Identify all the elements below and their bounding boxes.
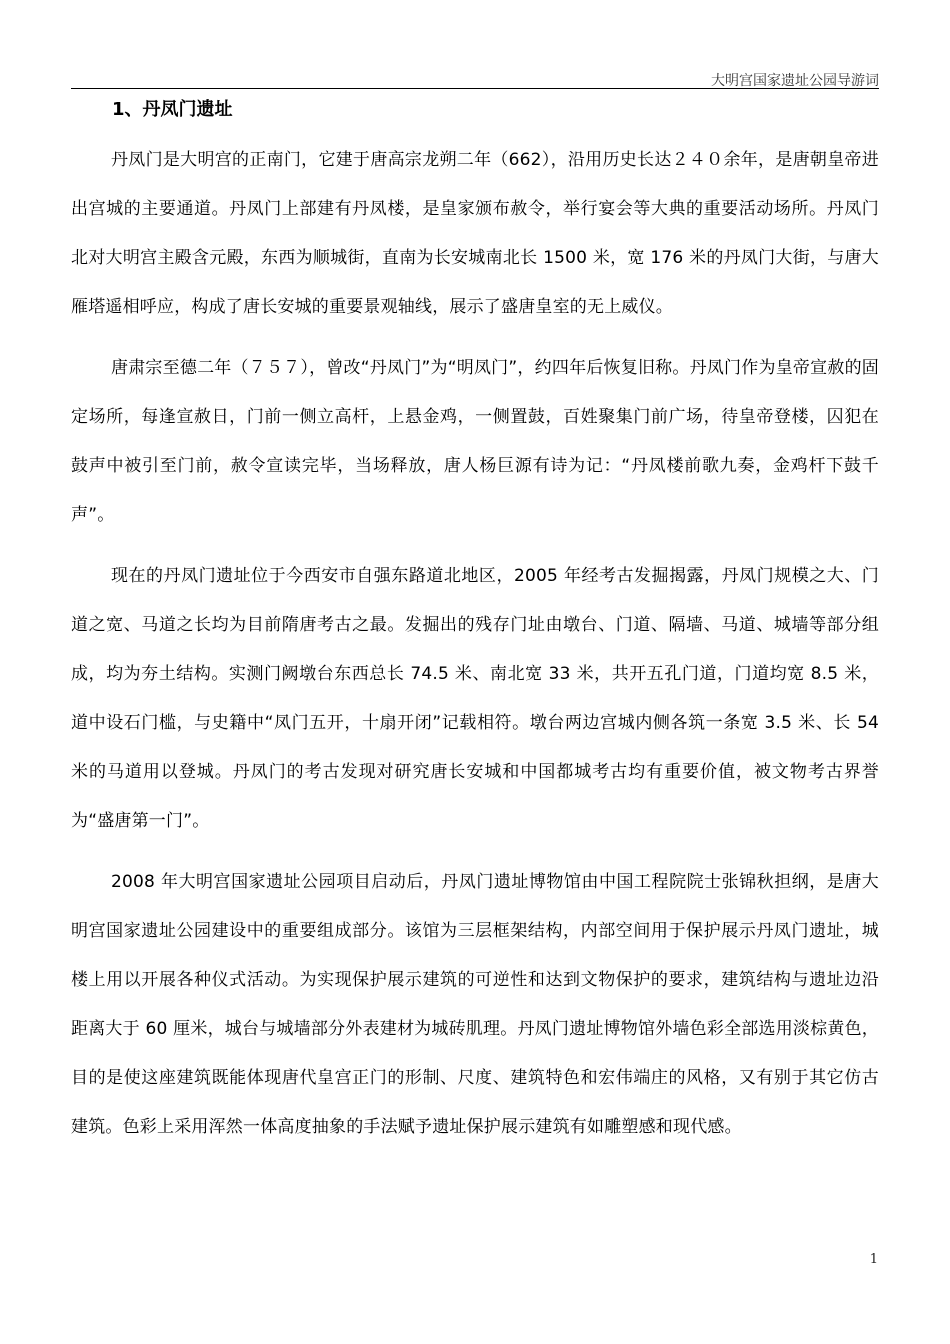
paragraph-2: 唐肃宗至德二年（７５７），曾改“丹凤门”为“明凤门”，约四年后恢复旧称。丹凤门作为皇帝宣赦的固定场所，每逢宣赦日，门前一侧立高杆，上悬金鸡，一侧置鼓，百姓聚集门前广场，待皇帝登楼，囚犯在鼓声中被引至门前，赦令宣读完毕，当场释放，唐人杨巨源有诗为记：“丹凤楼前歌九奏，金鸡杆下鼓千声”。 [71,358,879,525]
paragraph-1: 丹凤门是大明宫的正南门，它建于唐高宗龙朔二年（662），沿用历史长达２４０余年，是唐朝皇帝进出宫城的主要通道。丹凤门上部建有丹凤楼，是皇家颁布赦令，举行宴会等大典的重要活动场所。丹凤门北对大明宫主殿含元殿，东西为顺城街，直南为长安城南北长 1500 米，宽 176 米的丹凤门大街，与唐大雁塔遥相呼应，构成了唐长安城的重要景观轴线，展示了盛唐皇室的无上威仪。 [71,150,879,317]
paragraph-4: 2008 年大明宫国家遗址公园项目启动后，丹凤门遗址博物馆由中国工程院院士张锦秋担纲，是唐大明宫国家遗址公园建设中的重要组成部分。该馆为三层框架结构，内部空间用于保护展示丹凤门遗址，城楼上用以开展各种仪式活动。为实现保护展示建筑的可逆性和达到文物保护的要求，建筑结构与遗址边沿距离大于 60 厘米，城台与城墙部分外表建材为城砖肌理。丹凤门遗址博物馆外墙色彩全部选用淡棕黄色，目的是使这座建筑既能体现唐代皇宫正门的形制、尺度、建筑特色和宏伟端庄的风格，又有别于其它仿古建筑。色彩上采用浑然一体高度抽象的手法赋予遗址保护展示建筑有如雕塑感和现代感。 [71,872,879,1137]
paragraph-3: 现在的丹凤门遗址位于今西安市自强东路道北地区，2005 年经考古发掘揭露，丹凤门规模之大、门道之宽、马道之长均为目前隋唐考古之最。发掘出的残存门址由墩台、门道、隔墙、马道、城墙等部分组成，均为夯土结构。实测门阙墩台东西总长 74.5 米、南北宽 33 米，共开五孔门道，门道均宽 8.5 米，道中设石门槛，与史籍中“凤门五开，十扇开闭”记载相符。墩台两边宫城内侧各筑一条宽 3.5 米、长 54 米的马道用以登城。丹凤门的考古发现对研究唐长安城和中国都城考古均有重要价值，被文物考古界誉为“盛唐第一门”。 [71,566,879,831]
document-body [71,92,879,1152]
header-divider [71,88,879,89]
page-number: 1 [869,1252,878,1267]
section-heading: 1、丹凤门遗址 [112,99,233,120]
running-header: 大明宫国家遗址公园导游词 [711,73,879,89]
